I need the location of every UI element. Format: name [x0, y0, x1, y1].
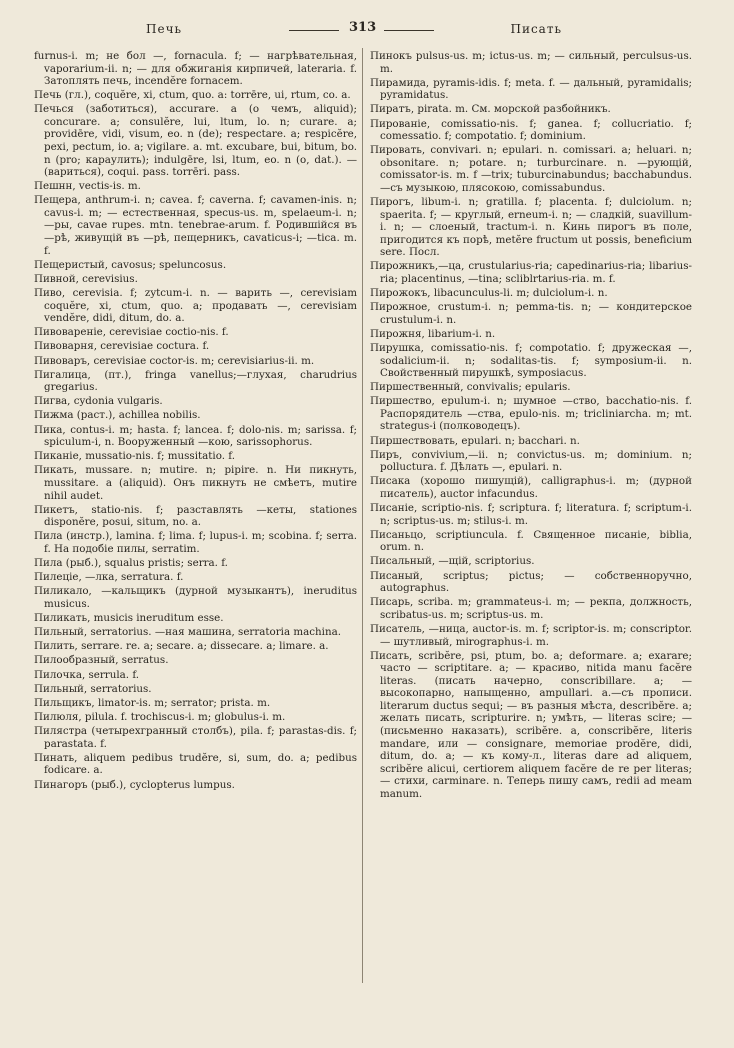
dictionary-entry: Печься (заботиться), accurare. a (о чемъ, aliquid); concurare. a; consulĕre, lui, ltum, lo. n; curare. a; providēre, vidi, visum, eo. n (de); respectare. a; respicĕre, pexi, pectum, io. a; vigilare. a. mt. excubare, bui, bitum, bo. n (pro; караулить); indulgēre, lsi, ltum, eo. n (о, dat.). — (вариться), coqui. pass. torrēri. pass. [34, 103, 357, 179]
dictionary-entry: Пилеціе, —лка, serratura. f. [34, 571, 184, 584]
dictionary-entry: Пикать, mussare. n; mutire. n; pipire. n. Ни пикнуть, mussitare. a (aliquid). Онъ пикнуть не смѣетъ, mutire nihil audet. [34, 464, 357, 502]
dictionary-entry: Пилочка, serrula. f. [34, 668, 140, 681]
dictionary-entry: Пильщикъ, limator-is. m; serrator; prista. m. [34, 696, 271, 709]
dictionary-entry: Пиръ, convivium,—ii. n; convictus-us. m; dominium. n; pollucturа. f. Дѣлать —, epulari. n. [370, 448, 692, 474]
dictionary-entry: Пиршествовать, epulari. n; bacchari. n. [370, 434, 580, 447]
column-divider [362, 48, 363, 983]
dictionary-entry: Пилить, serrare. re. a; secare. a; dissecare. a; limare. a. [34, 640, 329, 653]
dictionary-entry: Пиршество, epulum-i. n; шумное —ство, bacchatio-nis. f. Распорядитель —ства, epulo-nis. m; tricliniarcha. m; mt. strategus-i (полководецъ). [370, 395, 692, 433]
dictionary-entry: Пиршественный, convivalis; epularis. [370, 381, 571, 394]
dictionary-entry: Пивной, cerevisius. [34, 272, 138, 285]
dictionary-entry: Пиликало, —кальщикъ (дурной музыкантъ), ineruditus musicus. [34, 585, 357, 610]
dictionary-entry: Пила (инстр.), lamina. f; lima. f; lupus-i. m; scobina. f; serra. f. На подобіе пилы, serratim. [34, 530, 357, 555]
running-head-left: Печь [146, 22, 183, 36]
dictionary-entry: Пирамида, pyramis-idis. f; meta. f. — дальный, pyramidalis; pyramidatus. [370, 76, 692, 102]
dictionary-entry: Печь (гл.), coquĕre, xi, ctum, quo. a: torrēre, ui, rtum, co. a. [34, 89, 351, 102]
dictionary-entry: Писать, scribĕre, psi, ptum, bo. a; deformare. a; exarare; часто — scriptitare. a; — красиво, nitida manu facĕre literas. (писать начерно, conscribillare. a; — высокопарно, напыщенно, ampullari. a.—съ прописи. literarum ductus sequi; — въ разныя мѣста, describĕre. a; желать писать, scripturire. n; умѣть, — literas scire; — (письменно наказать), scribĕre. a, conscribĕre, literis mandare, или — consignare, memoriae prodĕre, didi, ditum, do. a; — къ кому-л., literas dare ad aliquem, scribĕre alicui, certiorem aliquem facĕre de re per literas; — стихи, carminare. n. Теперь пишу самъ, redii ad meam manum. [370, 649, 692, 800]
page-header [34, 22, 712, 42]
dictionary-entry: Пилюля, pilula. f. trochiscus-i. m; globulus-i. m. [34, 711, 286, 724]
dictionary-entry: Пивоваръ, cerevisiae coctor-is. m; cerevisiarius-ii. m. [34, 354, 315, 367]
dictionary-entry: Писаньцо, scriptiuncula. f. Священное писаніе, biblia, orum. n. [370, 528, 692, 554]
dictionary-entry: Пешнн, vectis-is. m. [34, 180, 141, 193]
dictionary-entry: Пилястра (четырехгранный столбъ), pila. f; parastas-dis. f; parastata. f. [34, 725, 357, 750]
dictionary-entry: Пинагоръ (рыб.), cyclopterus lumpus. [34, 778, 235, 791]
dictionary-entry: Пиво, cerevisia. f; zytcum-i. n. — варить —, cerevisiam coquĕre, xi, ctum, quo. a; продавать —, cerevisiam vendĕre, didi, ditum, do. a. [34, 287, 357, 325]
right-column [370, 50, 692, 802]
dictionary-entry: Пижма (раст.), achillea nobilis. [34, 409, 201, 422]
dictionary-entry: Писатель, —ница, auctor-is. m. f; scriptor-is. m; conscriptor.— шутливый, mirographus-i. m. [370, 622, 692, 648]
dictionary-entry: Пировать, convivari. n; epulari. n. comissari. a; heluari. n; obsonitare. n; potare. n; turburcinare. n. —рующій, comissator-is. m. f —trix; tuburcinabundus; bacchabundus.—съ музыкою, плясокою, comissabundus. [370, 144, 692, 194]
dictionary-entry: Пирогъ, libum-i. n; gratilla. f; placenta. f; dulciolum. n; spaerita. f; — круглый, erneum-i. n; — сладкій, suavillum-i. n; — слоеный, tractum-i. n. Кинь пирогъ въ поле, пригодится къ порѣ, metĕre fructum ut possis, beneficium sere. Посл. [370, 195, 692, 259]
dictionary-entry: Пирожное, crustum-i. n; pemma-tis. n; — кондитерское crustulum-i. n. [370, 301, 692, 326]
page-number: 313 [349, 20, 377, 35]
dictionary-entry: Писака (хорошо пишущій), calligraphus-i. m; (дурной писатель), auctor infacundus. [370, 475, 692, 500]
dictionary-entry: Пещера, anthrum-i. n; cavea. f; caverna. f; cavamen-inis. n; cavus-i. m; — естественная, specus-us. m, spelaeum-i. n; —ры, cavae rupes. mtn. tenebrae-arum. f. Родившійся въ —рѣ, живущій въ —рѣ, пещерникъ, cavaticus-i; —tica. m. f. [34, 194, 357, 257]
dictionary-entry: Писарь, scriba. m; grammateus-i. m; — рекпа, должность, scribatus-us. m; scriptus-us. m. [370, 596, 692, 621]
dictionary-entry: Пигва, cydonia vulgaris. [34, 395, 163, 408]
dictionary-entry: Пирожникъ,—ца, crustularius-ria; capedinarius-ria; libarius-ria; placentinus, —tina; scliblrtarius-ria. m. f. [370, 260, 692, 285]
dictionary-entry: Пированіе, comissatio-nis. f; ganea. f; collucriatio. f; comessatio. f; compotatio. f; dominium. [370, 117, 692, 143]
dictionary-entry: Писаніе, scriptio-nis. f; scriptura. f; literatura. f; scriptum-i. n; scriptus-us. m; stilus-i. m. [370, 502, 692, 527]
header-rule-right [384, 30, 434, 31]
dictionary-entry: Пила (рыб.), squalus pristis; serra. f. [34, 557, 228, 570]
dictionary-entry: Пирожокъ, libacunculus-li. m; dulciolum-i. n. [370, 287, 608, 299]
dictionary-entry: Пирожня, libarium-i. n. [370, 327, 496, 340]
header-rule-left [289, 30, 339, 31]
dictionary-entry: Пирушка, comissatio-nis. f; compotatio. f; дружеская —, sodalicium-ii. n; sodalitas-tis. f; symposium-ii. n. Свойственный пирушкѣ, symposiacus. [370, 341, 692, 380]
running-head-right: Писать [510, 22, 562, 36]
dictionary-entry: Пилообразный, serratus. [34, 654, 169, 667]
dictionary-entry: Пивовареніе, cerevisiae coctio-nis. f. [34, 326, 229, 339]
dictionary-entry: Пикетъ, statio-nis. f; разставлять —кеты, stationes disponĕre, posui, situm, no. a. [34, 503, 357, 529]
dictionary-entry: Писальный, —щій, scriptorius. [370, 555, 535, 568]
dictionary-entry: Пика, contus-i. m; hasta. f; lancea. f; dolo-nis. m; sarissa. f; spiculum-i, n. Вооруженный —кою, sarissophorus. [34, 423, 357, 449]
dictionary-entry: Пещеристый, cavosus; speluncosus. [34, 258, 227, 271]
dictionary-entry: Писаный, scriptus; pictus; — собственноручно, autographus. [370, 569, 692, 595]
dictionary-entry: furnus-i. m; не бол —, fornacula. f; — нагрѣвательная, vaporarium-ii. n; — для обжиганія кирпичей, lateraria. f. Затоплять печь, incendĕre fornacem. [34, 50, 357, 88]
dictionary-entry: Пиканіе, mussatio-nis. f; mussitatio. f. [34, 450, 235, 463]
dictionary-entry: Пиратъ, pirata. m. См. морской разбойникъ. [370, 103, 611, 116]
left-column [34, 50, 357, 793]
dictionary-entry: Пильный, serratorius. [34, 682, 152, 695]
dictionary-entry: Пинать, aliquem pedibus trudĕre, si, sum, do. a; pedibus fodicare. a. [34, 751, 357, 777]
dictionary-entry: Пигалица, (пт.), fringa vanellus;—глухая, charudrius gregarius. [34, 368, 357, 394]
dictionary-entry: Пивоварня, cerevisiae coctura. f. [34, 340, 210, 353]
dictionary-entry: Пиликать, musicis ineruditum esse. [34, 612, 224, 625]
dictionary-entry: Пильный, serratorius. —ная машина, serratoria machina. [34, 626, 341, 639]
dictionary-entry: Пинокъ pulsus-us. m; ictus-us. m; — сильный, perculsus-us. m. [370, 50, 692, 75]
